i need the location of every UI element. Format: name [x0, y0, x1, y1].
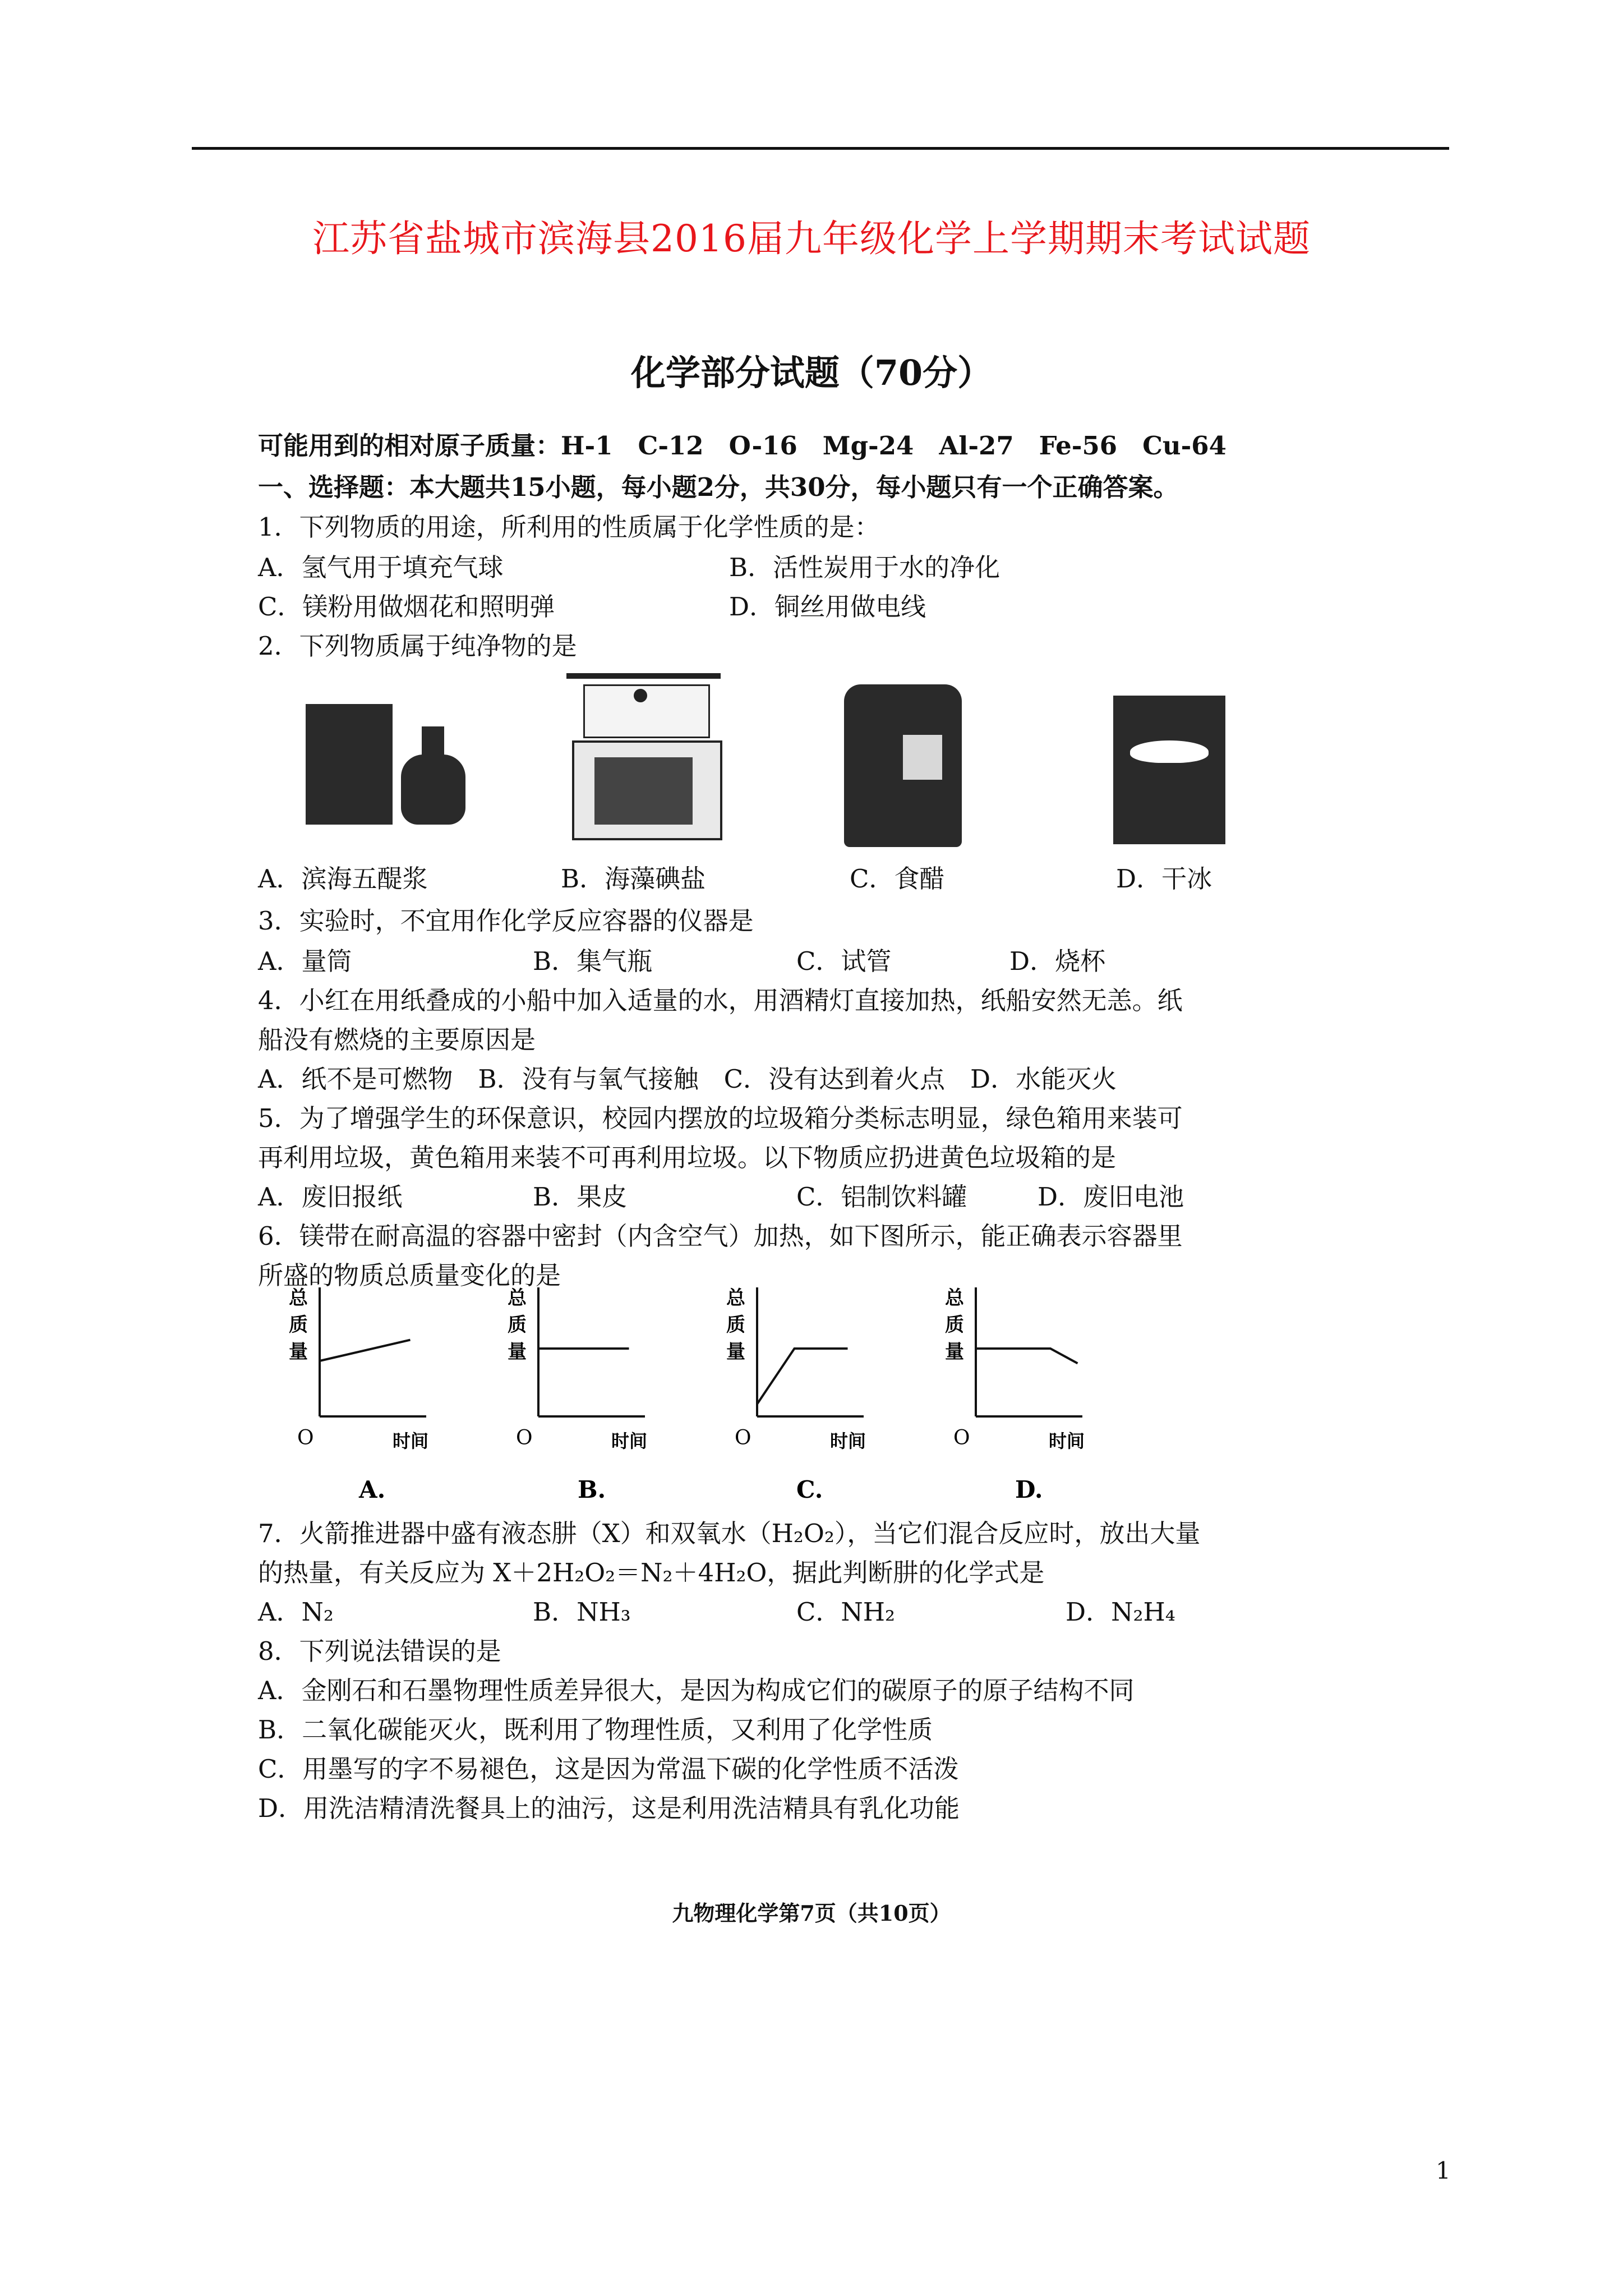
y-axis-label-char: 量	[945, 1341, 964, 1363]
y-axis-label-char: 质	[945, 1314, 964, 1336]
y-axis-label-char: 总	[945, 1287, 964, 1309]
y-axis-label-char: 总	[289, 1287, 308, 1309]
q2-option-c: C．食醋	[850, 864, 945, 894]
q7-stem-line1: 7．火箭推进器中盛有液态肼（X）和双氧水（H₂O₂），当它们混合反应时，放出大量	[258, 1519, 1201, 1548]
mass-curve-c	[757, 1349, 848, 1404]
y-axis-label-char: 量	[289, 1341, 308, 1363]
q5-stem-line1: 5．为了增强学生的环保意识，校园内摆放的垃圾箱分类标志明显，绿色箱用来装可	[258, 1103, 1183, 1133]
x-axis-label: 时间	[830, 1430, 866, 1452]
q3-stem: 3．实验时，不宜用作化学反应容器的仪器是	[258, 906, 754, 936]
graph-label: B.	[578, 1476, 606, 1503]
y-axis-label-char: 量	[726, 1341, 745, 1363]
document-title: 江苏省盐城市滨海县2016届九年级化学上学期期末考试试题	[312, 217, 1311, 260]
q2-option-d: D．干冰	[1116, 864, 1212, 894]
q7-stem-line2: 的热量，有关反应为 X＋2H₂O₂＝N₂＋4H₂O，据此判断肼的化学式是	[258, 1558, 1045, 1588]
q1-option-c: C．镁粉用做烟花和照明弹	[258, 592, 555, 622]
q3-option-b: B．集气瓶	[533, 946, 653, 976]
y-axis-label-char: 总	[508, 1287, 527, 1309]
q1-option-d: D．铜丝用做电线	[729, 592, 926, 622]
y-axis-label-char: 总	[726, 1287, 745, 1309]
y-axis-label-char: 质	[508, 1314, 527, 1336]
mass-curve-a	[320, 1340, 411, 1361]
q4-options: A．纸不是可燃物 B．没有与氧气接触 C．没有达到着火点 D．水能灭火	[258, 1064, 1117, 1094]
q8-option-a: A．金刚石和石墨物理性质差异很大，是因为构成它们的碳原子的原子结构不同	[258, 1676, 1135, 1705]
q3-option-c: C．试管	[796, 946, 892, 976]
q4-stem-line2: 船没有燃烧的主要原因是	[258, 1025, 536, 1055]
q7-option-a: A．N₂	[258, 1597, 334, 1627]
q4-stem-line1: 4．小红在用纸叠成的小船中加入适量的水，用酒精灯直接加热，纸船安然无恙。纸	[258, 986, 1183, 1015]
q1-option-b: B．活性炭用于水的净化	[729, 553, 1000, 582]
page-number: 1	[1436, 2157, 1451, 2184]
mass-curve-d	[976, 1349, 1078, 1363]
page-footer: 九物理化学第7页（共10页）	[672, 1901, 951, 1926]
q3-option-a: A．量筒	[258, 946, 352, 976]
top-rule	[192, 147, 1449, 150]
y-axis-label-char: 质	[289, 1314, 308, 1336]
origin-label: O	[516, 1427, 533, 1450]
q1-option-a: A．氢气用于填充气球	[258, 553, 504, 582]
q5-stem-line2: 再利用垃圾，黄色箱用来装不可再利用垃圾。以下物质应扔进黄色垃圾箱的是	[258, 1143, 1117, 1172]
origin-label: O	[735, 1427, 751, 1450]
q2-stem: 2．下列物质属于纯净物的是	[258, 631, 577, 661]
atomic-masses: 可能用到的相对原子质量：H-1 C-12 O-16 Mg-24 Al-27 Fe-56 Cu-64	[258, 431, 1227, 461]
q2-option-a: A．滨海五醍浆	[258, 864, 428, 894]
origin-label: O	[953, 1427, 970, 1450]
x-axis-label: 时间	[611, 1430, 648, 1452]
graph-label: C.	[796, 1476, 823, 1503]
q7-option-c: C．NH₂	[796, 1597, 896, 1627]
q5-option-c: C．铝制饮料罐	[796, 1182, 967, 1212]
q8-stem: 8．下列说法错误的是	[258, 1636, 501, 1666]
q6-stem-line2: 所盛的物质总质量变化的是	[258, 1260, 561, 1290]
graph-label: A.	[359, 1476, 386, 1503]
q5-option-a: A．废旧报纸	[258, 1182, 403, 1212]
x-axis-label: 时间	[393, 1430, 429, 1452]
q6-stem-line1: 6．镁带在耐高温的容器中密封（内含空气）加热，如下图所示，能正确表示容器里	[258, 1221, 1183, 1251]
q2-option-b: B．海藻碘盐	[561, 864, 706, 894]
instructions: 一、选择题：本大题共15小题，每小题2分，共30分，每小题只有一个正确答案。	[258, 472, 1179, 502]
y-axis-label-char: 量	[508, 1341, 527, 1363]
origin-label: O	[297, 1427, 314, 1450]
q1-stem: 1．下列物质的用途，所利用的性质属于化学性质的是：	[258, 512, 880, 542]
q7-option-b: B．NH₃	[533, 1597, 631, 1627]
section-title: 化学部分试题（70分）	[630, 352, 993, 393]
q6-graphs	[247, 1279, 1166, 1515]
q8-option-c: C．用墨写的字不易褪色，这是因为常温下碳的化学性质不活泼	[258, 1754, 959, 1784]
q3-option-d: D．烧杯	[1009, 946, 1106, 976]
q7-option-d: D．N₂H₄	[1066, 1597, 1175, 1627]
y-axis-label-char: 质	[726, 1314, 745, 1336]
graph-label: D.	[1015, 1476, 1043, 1503]
q8-option-b: B．二氧化碳能灭火，既利用了物理性质，又利用了化学性质	[258, 1715, 933, 1745]
x-axis-label: 时间	[1049, 1430, 1085, 1452]
q5-option-d: D．废旧电池	[1038, 1182, 1184, 1212]
q8-option-d: D．用洗洁精清洗餐具上的油污，这是利用洗洁精具有乳化功能	[258, 1793, 960, 1823]
q5-option-b: B．果皮	[533, 1182, 628, 1212]
